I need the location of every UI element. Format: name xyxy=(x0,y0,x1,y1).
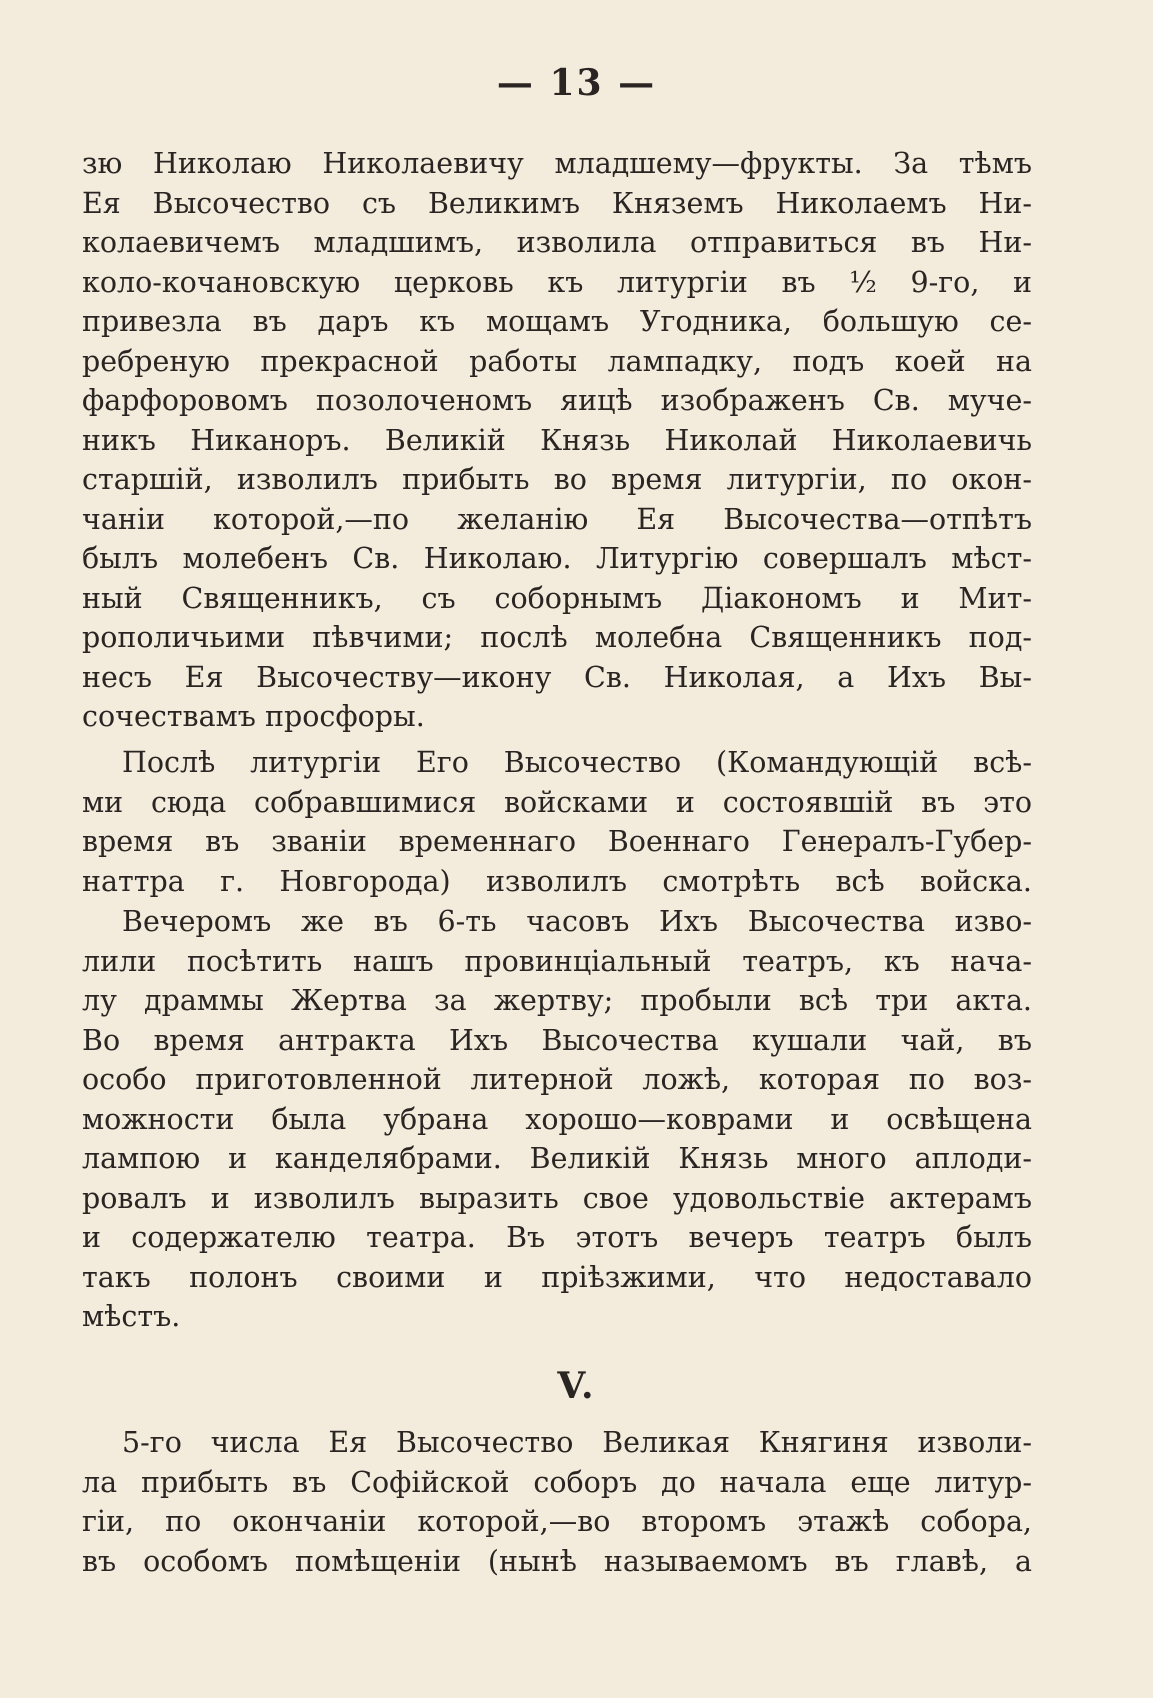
paragraph-3 xyxy=(82,902,1032,1337)
text-line: былъ молебенъ Св. Николаю. Литургію совершалъ мѣст- xyxy=(82,542,1032,575)
text-line: ребреную прекрасной работы лампадку, подъ коей на xyxy=(82,344,1032,378)
paragraph-1 xyxy=(82,144,1032,737)
text-line: 5-го числа Ея Высочество Великая Княгиня изволи- xyxy=(122,1426,1032,1459)
paragraph-2 xyxy=(82,743,1032,901)
text-line: можности была убрана хорошо—коврами и освѣщена xyxy=(82,1102,1032,1136)
text-line: мѣстъ. xyxy=(82,1300,181,1333)
text-line: гіи, по окончаніи которой,—во второмъ этажѣ собора, xyxy=(82,1505,1032,1538)
text-line: такъ полонъ своими и пріѣзжими, что недоставало xyxy=(82,1260,1032,1294)
text-line: особо приготовленной литерной ложѣ, которая по воз- xyxy=(82,1063,1032,1096)
text-line: сочествамъ просфоры. xyxy=(82,700,425,733)
text-line: Послѣ литургіи Его Высочество (Командующій всѣ- xyxy=(122,746,1032,779)
paragraph-4 xyxy=(82,1423,1032,1581)
text-line: Во время антракта Ихъ Высочества кушали чай, въ xyxy=(82,1023,1032,1057)
text-line: въ особомъ помѣщеніи (нынѣ называемомъ въ главѣ, а xyxy=(82,1544,1032,1578)
text-line: ный Священникъ, съ соборнымъ Діакономъ и Мит- xyxy=(82,581,1032,615)
text-line: привезла въ даръ къ мощамъ Угодника, большую се- xyxy=(82,305,1032,338)
text-line: фарфоровомъ позолоченомъ яицѣ изображенъ Св. муче- xyxy=(82,384,1032,417)
text-line: чаніи которой,—по желанію Ея Высочества—отпѣтъ xyxy=(82,502,1032,536)
text-line: ми сюда собравшимися войсками и состоявшій въ это xyxy=(82,785,1032,819)
text-line: зю Николаю Николаевичу младшему—фрукты. За тѣмъ xyxy=(82,147,1032,180)
text-line: старшій, изволилъ прибыть во время литургіи, по окон- xyxy=(82,463,1032,496)
text-line: Вечеромъ же въ 6-ть часовъ Ихъ Высочества изво- xyxy=(122,905,1032,938)
text-line: Ея Высочество съ Великимъ Княземъ Николаемъ Ни- xyxy=(82,186,1032,220)
text-line: время въ званіи временнаго Военнаго Генералъ-Губер- xyxy=(82,825,1032,858)
text-line: рополичьими пѣвчими; послѣ молебна Священникъ под- xyxy=(82,621,1032,654)
text-line: лампою и канделябрами. Великій Князь много аплоди- xyxy=(82,1142,1032,1175)
text-line: коло-кочановскую церковь къ литургіи въ ½ 9-го, и xyxy=(82,265,1032,299)
section-heading: V. xyxy=(557,1365,596,1407)
text-line: лу драммы Жертва за жертву; пробыли всѣ три акта. xyxy=(82,984,1032,1017)
text-line: никъ Никаноръ. Великій Князь Николай Николаевичь xyxy=(82,423,1032,457)
text-line: колаевичемъ младшимъ, изволила отправиться въ Ни- xyxy=(82,226,1032,259)
text-line: несъ Ея Высочеству—икону Св. Николая, а Ихъ Вы- xyxy=(82,660,1032,694)
text-line: ровалъ и изволилъ выразить свое удовольствіе актерамъ xyxy=(82,1181,1032,1215)
text-line: и содержателю театра. Въ этотъ вечеръ театръ былъ xyxy=(82,1221,1032,1254)
text-line: наттра г. Новгорода) изволилъ смотрѣть всѣ войска. xyxy=(82,864,1032,898)
page-number: — 13 — xyxy=(496,62,657,104)
text-line: ла прибыть въ Софійской соборъ до начала еще литур- xyxy=(82,1465,1032,1499)
text-line: лили посѣтить нашъ провинціальный театръ, къ нача- xyxy=(82,944,1032,978)
